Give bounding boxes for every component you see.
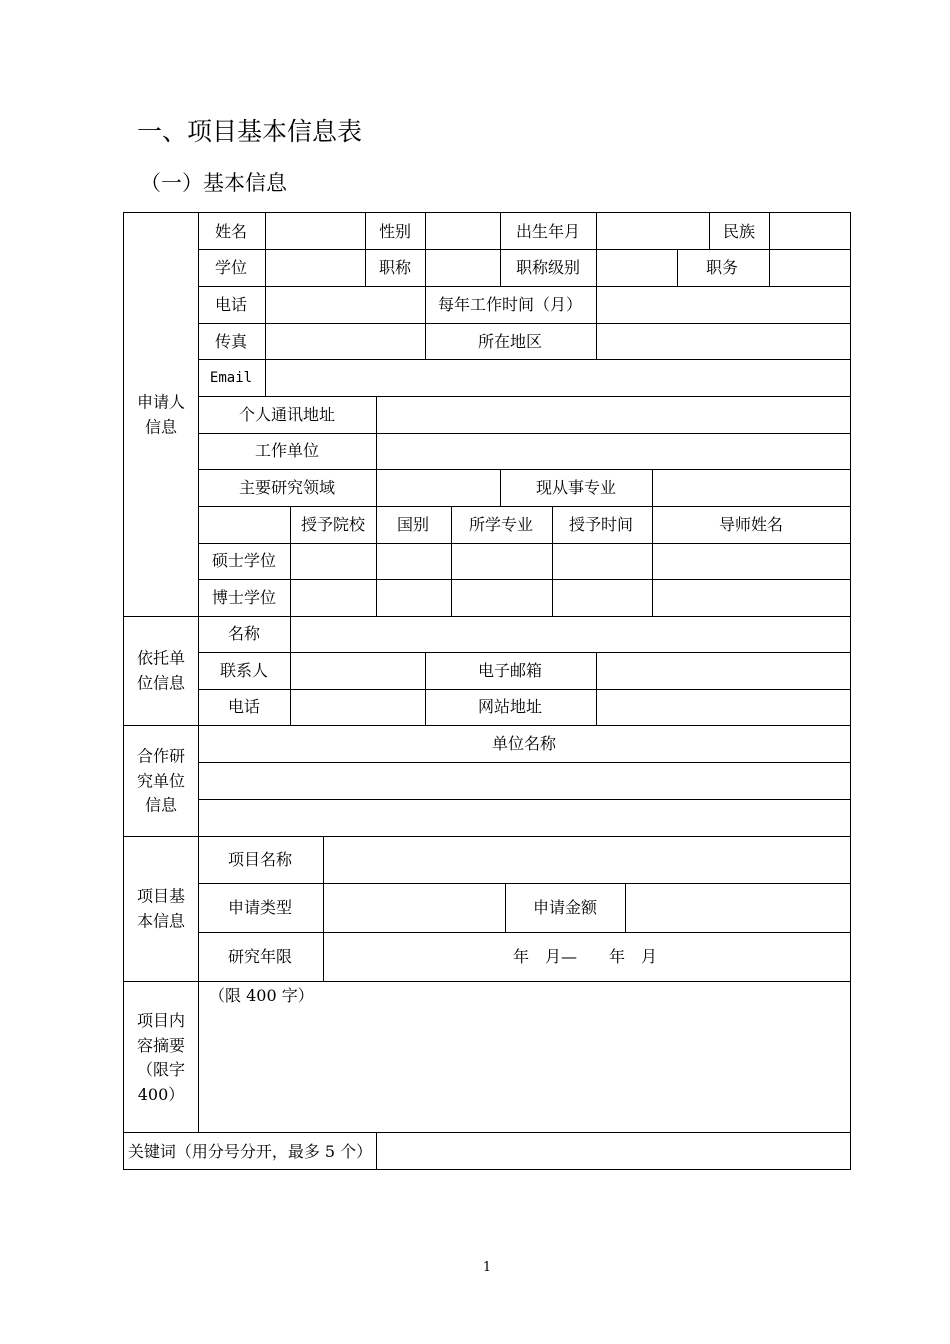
fax-field[interactable] — [266, 324, 425, 359]
label-ethnicity: 民族 — [722, 222, 756, 241]
table-rule-v — [677, 249, 678, 287]
table-rule-v — [709, 212, 710, 250]
label-title-level: 职称级别 — [515, 258, 581, 277]
employer-field[interactable] — [377, 434, 850, 469]
label-phone: 电话 — [214, 295, 248, 314]
table-rule-v — [505, 883, 506, 933]
table-rule-v — [123, 212, 124, 1170]
region-field[interactable] — [597, 324, 850, 359]
label-email: Email — [209, 370, 253, 386]
label-gender: 性别 — [378, 222, 412, 241]
work-months-field[interactable] — [597, 287, 850, 323]
label-host-contact: 联系人 — [219, 661, 269, 680]
birth-field[interactable] — [597, 214, 709, 249]
edu-header-country: 国别 — [396, 515, 430, 534]
edu-header-major: 所学专业 — [468, 515, 534, 534]
label-position: 职务 — [705, 258, 739, 277]
phone-field[interactable] — [266, 287, 425, 323]
host-name-field[interactable] — [291, 617, 850, 652]
label-doctorate: 博士学位 — [211, 588, 277, 607]
table-rule-h — [123, 725, 851, 726]
label-birth: 出生年月 — [515, 222, 581, 241]
ethnicity-field[interactable] — [770, 214, 850, 249]
table-rule-v — [500, 469, 501, 507]
label-host-website: 网站地址 — [477, 697, 543, 716]
current-major-field[interactable] — [653, 470, 850, 506]
applicant-section-label: 申请人 信息 — [136, 392, 185, 436]
table-rule-v — [425, 652, 426, 726]
project-type-field[interactable] — [324, 884, 505, 932]
gender-field[interactable] — [426, 214, 500, 249]
project-name-field[interactable] — [324, 837, 850, 883]
label-name: 姓名 — [214, 222, 248, 241]
label-host-email: 电子邮箱 — [477, 661, 543, 680]
label-region: 所在地区 — [477, 332, 543, 351]
label-host-phone: 电话 — [227, 697, 261, 716]
edu-header-advisor: 导师姓名 — [718, 515, 784, 534]
table-rule-h — [123, 1169, 851, 1170]
edu-header-institution: 授予院校 — [300, 515, 366, 534]
summary-section-label: 项目内 容摘要 （限字 400） — [136, 1011, 185, 1104]
research-field-field[interactable] — [377, 470, 500, 506]
project-section-label: 项目基 本信息 — [136, 886, 185, 930]
section-subtitle: （一）基本信息 — [140, 171, 287, 195]
education-fields[interactable] — [291, 544, 850, 616]
page-title: 一、项目基本信息表 — [137, 117, 363, 146]
project-period-field[interactable] — [324, 933, 850, 981]
host-phone-field[interactable] — [291, 690, 425, 725]
edu-header-date: 授予时间 — [568, 515, 634, 534]
position-field[interactable] — [770, 250, 850, 286]
table-rule-h — [123, 1132, 851, 1133]
label-address: 个人通讯地址 — [238, 405, 336, 424]
partner-unit-fields[interactable] — [199, 763, 850, 836]
page-number: 1 — [482, 1260, 492, 1275]
table-rule-v — [850, 212, 851, 1170]
table-rule-v — [198, 212, 199, 1133]
label-keywords: 关键词（用分号分开，最多 5 个） — [127, 1142, 373, 1161]
label-title: 职称 — [378, 258, 412, 277]
degree-field[interactable] — [266, 250, 365, 286]
label-current-major: 现从事专业 — [535, 478, 617, 497]
label-research-field: 主要研究领域 — [238, 478, 336, 497]
table-rule-v — [365, 212, 366, 287]
label-project-type: 申请类型 — [227, 898, 293, 917]
label-host-name: 名称 — [227, 624, 261, 643]
label-project-amount: 申请金额 — [532, 898, 598, 917]
host-email-field[interactable] — [597, 653, 850, 689]
host-contact-field[interactable] — [291, 653, 425, 689]
label-project-period: 研究年限 — [227, 947, 293, 966]
label-fax: 传真 — [214, 332, 248, 351]
label-partner-unit-name: 单位名称 — [491, 734, 557, 753]
summary-field[interactable] — [199, 1010, 850, 1132]
keywords-field[interactable] — [377, 1134, 850, 1169]
address-field[interactable] — [377, 397, 850, 433]
table-rule-v — [425, 286, 426, 360]
partner-section-label: 合作研 究单位 信息 — [136, 746, 185, 815]
label-employer: 工作单位 — [254, 441, 320, 460]
project-period-value: 年 月— 年 月 — [512, 947, 658, 966]
summary-limit-note: （限 400 字） — [209, 986, 314, 1005]
title-level-field[interactable] — [597, 250, 677, 286]
label-degree: 学位 — [214, 258, 248, 277]
host-website-field[interactable] — [597, 690, 850, 725]
table-rule-h — [198, 506, 851, 507]
name-field[interactable] — [266, 214, 365, 249]
table-rule-h — [123, 981, 851, 982]
table-rule-v — [500, 212, 501, 287]
label-masters: 硕士学位 — [211, 551, 277, 570]
label-work-months: 每年工作时间（月） — [437, 295, 583, 314]
host-section-label: 依托单 位信息 — [136, 648, 185, 692]
table-rule-h — [123, 212, 851, 213]
project-amount-field[interactable] — [626, 884, 850, 932]
label-project-name: 项目名称 — [227, 850, 293, 869]
title-field[interactable] — [426, 250, 500, 286]
email-field[interactable] — [266, 360, 850, 396]
